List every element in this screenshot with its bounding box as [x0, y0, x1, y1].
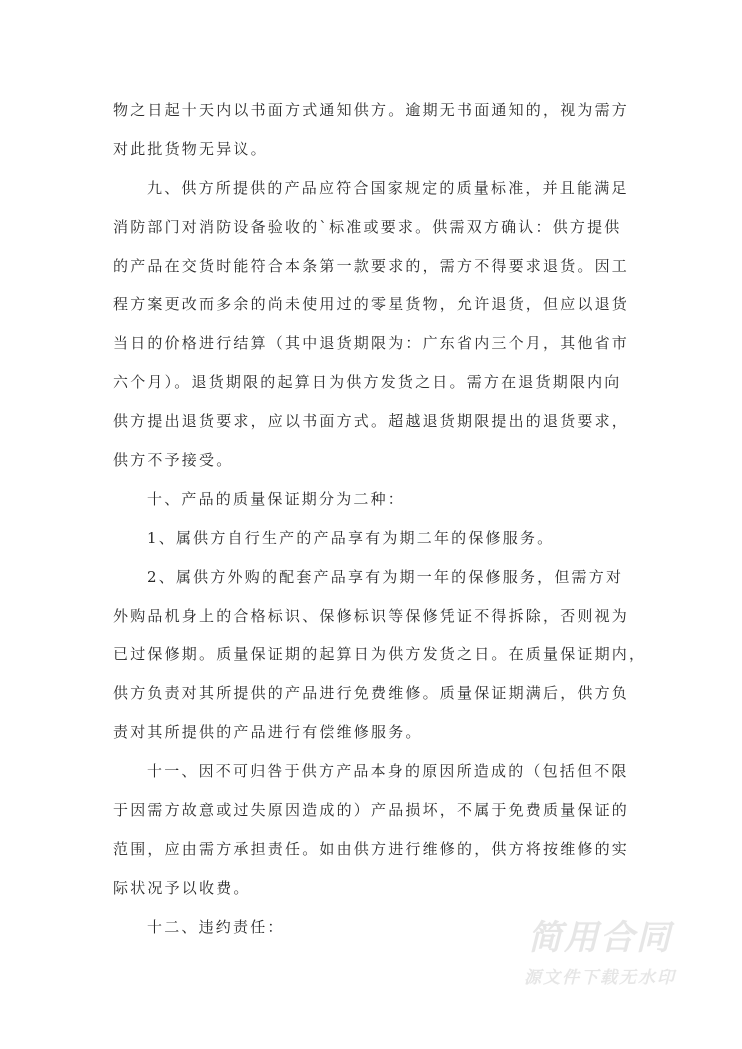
watermark-brand: 简用合同	[528, 918, 672, 958]
text-line: 的产品在交货时能符合本条第一款要求的，需方不得要求退货。因工	[113, 256, 630, 275]
clause-heading: 十二、违约责任：	[147, 917, 285, 936]
paragraph-clause-10-1	[113, 528, 643, 567]
clause-heading: 十、产品的质量保证期分为二种：	[147, 489, 406, 508]
text-line: 范围，应由需方承担责任。如由供方进行维修的，供方将按维修的实	[113, 839, 630, 858]
text-line: 六个月）。退货期限的起算日为供方发货之日。需方在退货期限内向	[113, 373, 622, 392]
document-body	[113, 100, 647, 956]
text-line: 十一、因不可归咎于供方产品本身的原因所造成的（包括但不限	[147, 762, 629, 781]
text-line: 程方案更改而多余的尚未使用过的零星货物，允许退货，但应以退货	[113, 295, 630, 314]
text-line: 际状况予以收费。	[113, 878, 251, 897]
watermark-caption: 源文件下载无水印	[524, 968, 676, 988]
text-line: 当日的价格进行结算（其中退货期限为：广东省内三个月，其他省市	[113, 334, 630, 353]
text-line: 物之日起十天内以书面方式通知供方。逾期无书面通知的，视为需方	[113, 101, 630, 119]
text-line: 消防部门对消防设备验收的`标准或要求。供需双方确认：供方提供	[113, 217, 622, 236]
paragraph-clause-10-2	[113, 567, 647, 761]
text-line: 供方负责对其所提供的产品进行免费维修。质量保证期满后，供方负	[113, 684, 630, 703]
text-line: 供方不予接受。	[113, 451, 234, 470]
text-line: 已过保修期。质量保证期的起算日为供方发货之日。在质量保证期内，	[113, 645, 647, 664]
text-line: 对此批货物无异议。	[113, 139, 268, 158]
text-line: 供方提出退货要求，应以书面方式。超越退货期限提出的退货要求，	[113, 412, 630, 431]
text-line: 九、供方所提供的产品应符合国家规定的质量标准，并且能满足	[147, 178, 629, 197]
text-line: 外购品机身上的合格标识、保修标识等保修凭证不得拆除，否则视为	[113, 606, 630, 625]
text-line: 2、属供方外购的配套产品享有为期一年的保修服务，但需方对	[147, 567, 624, 586]
paragraph-continuation	[113, 100, 643, 178]
watermark	[510, 918, 690, 990]
text-line: 1、属供方自行生产的产品享有为期二年的保修服务。	[147, 528, 555, 547]
paragraph-clause-10	[113, 489, 643, 528]
text-line: 责对其所提供的产品进行有偿维修服务。	[113, 723, 423, 742]
paragraph-clause-9	[113, 178, 643, 489]
text-line: 于因需方故意或过失原因造成的）产品损坏，不属于免费质量保证的	[113, 801, 630, 820]
paragraph-clause-11	[113, 761, 643, 917]
